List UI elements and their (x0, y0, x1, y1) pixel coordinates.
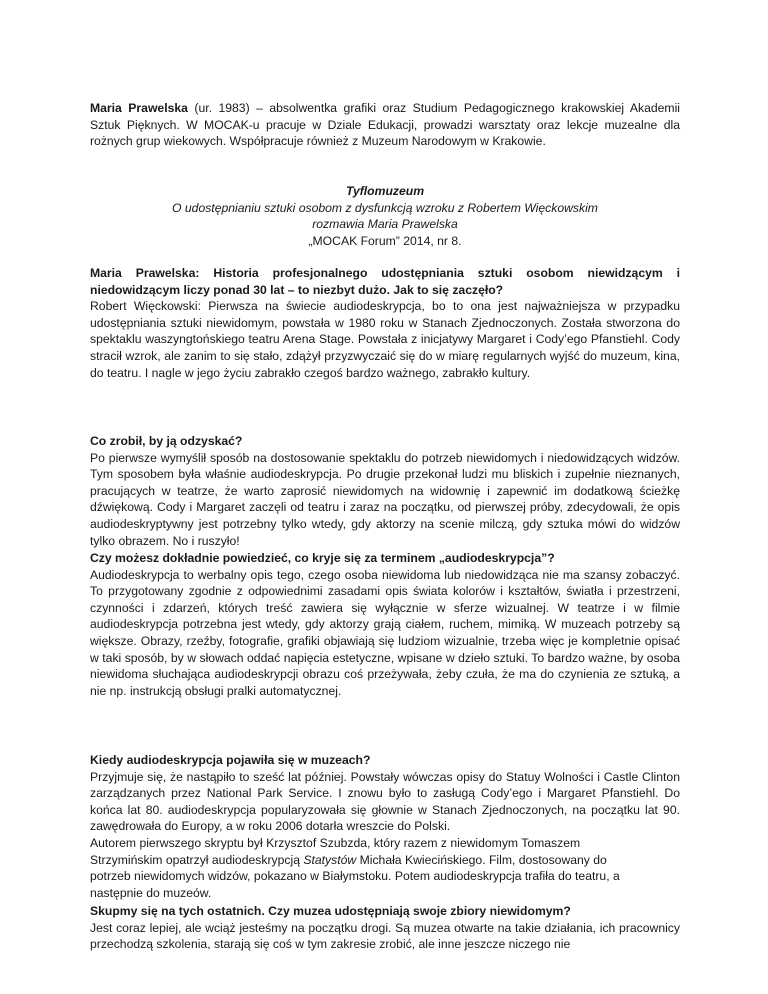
question: Co zrobił, by ją odzyskać? (90, 434, 243, 448)
bio-text: (ur. 1983) – absolwentka grafiki oraz Studium Pedagogicznego krakowskiej Akademii Sztuk Pięknych. W MOCAK-u pracuje w Dziale Edukacji, prowadzi warsztaty oraz lekcje muzealne dla rożnych grup wiekowych. Współpracuje również z Muzeum Narodowym w Krakowie. (90, 101, 681, 149)
answer: Przyjmuje się, że nastąpiło to sześć lat później. Powstały wówczas opisy do Statuy Wolności i Castle Clinton zarządzanych przez National Park Service. I znowu było to zasługą Cody’ego i Margaret Pfanstiehl. Do końca lat 80. audiodeskrypcja popularyzowała się głownie w Stanach Zjednoczonych, na początku lat 90. zawędrowała do Europy, a w roku 2006 dotarła wreszcie do Polski. (90, 769, 680, 834)
section-4 (90, 752, 680, 901)
answer: Robert Więckowski: Pierwsza na świecie audiodeskrypcja, bo to ona jest najważniejsza w przypadku udostępniania sztuki niewidomym, powstała w 1980 roku w Stanach Zjednoczonych. Została stworzona do spektaklu waszyngtońskiego teatru Arena Stage. Powstała z inicjatywy Margaret i Cody’ego Pfanstiehl. Cody stracił wzrok, ale zanim to się stało, zdążył przyzwyczaić się do w miarę regularnych wyjść do muzeum, kina, do teatru. I nagle w jego życiu zabrakło czegoś bardzo ważnego, zabrakło kultury. (90, 299, 680, 380)
answer: Po pierwsze wymyślił sposób na dostosowanie spektaklu do potrzeb niewidomych i niedowidzących widzów. Tym sposobem była właśnie audiodeskrypcja. Po drugie przekonał ludzi mu bliskich i zupełnie nieznanych, pracujących w teatrze, że warto zaprosić niewidomych na widownię i zapewnić im dodatkową ścieżkę dźwiękową. Cody i Margaret zaczęli od teatru i zaraz na początku, od pierwszej próby, zdecydowali, że opis audiodeskryptywny jest potrzebny tylko wtedy, gdy aktorzy na scenie milczą, gdy sztuka mówi do widzów tylko obrazem. No i ruszyło! (90, 450, 680, 548)
section-1 (90, 265, 680, 381)
article-interviewer: rozmawia Maria Prawelska (312, 217, 458, 232)
bio-name: Maria Prawelska (90, 101, 188, 115)
answer: Audiodeskrypcja to werbalny opis tego, czego osoba niewidoma lub niedowidząca nie ma szansy zobaczyć. To przygotowany zgodnie z odpowiednimi zasadami opis świata kolorów i kształtów, światła i przestrzeni, czynności i zdarzeń, których treść zawiera się wyłącznie w sferze wizualnej. W teatrze i w filmie audiodeskrypcja potrzebna jest wtedy, gdy aktorzy grają ciałem, ruchem, mimiką. W muzeach potrzeby są większe. Obrazy, rzeźby, fotografie, grafiki objawiają się ludziom wizualnie, trzeba więc je kompletnie opisać w taki sposób, by w słowach oddać napięcia estetyczne, wpisane w dzieło sztuki. To bardzo ważne, by osoba niewidoma słuchająca audiodeskrypcji obrazu coś przeżywała, żeby czuła, że ma do czynienia ze sztuką, a nie np. instrukcją obsługi pralki automatycznej. (90, 567, 680, 698)
section-5 (90, 903, 680, 953)
question: Kiedy audiodeskrypcja pojawiła się w muzeach? (90, 753, 371, 767)
answer-continued: Autorem pierwszego skryptu był Krzysztof Szubzda, który razem z niewidomym Tomaszem Strzymińskim opatrzył audiodeskrypcją Statystów Michała Kwiecińskiego. Film, dostosowany do potrzeb niewidomych widzów, pokazano w Białymstoku. Potem audiodeskrypcja trafiła do teatru, a następnie do muzeów. (90, 835, 620, 900)
section-2 (90, 433, 680, 549)
article-header (90, 183, 680, 249)
article-title: Tyflomuzeum (345, 184, 425, 198)
answer: Jest coraz lepiej, ale wciąż jesteśmy na początku drogi. Są muzea otwarte na takie działania, ich pracownicy przechodzą szkolenia, starają się coś w tym zakresie zrobić, ale inne jeszcze niczego nie (90, 920, 680, 952)
question: Skupmy się na tych ostatnich. Czy muzea udostępniają swoje zbiory niewidomym? (90, 904, 571, 918)
film-title: Statystów (303, 852, 357, 867)
question: Czy możesz dokładnie powiedzieć, co kryje się za terminem „audiodeskrypcja”? (90, 551, 555, 565)
section-3 (90, 550, 680, 699)
article-source: „MOCAK Forum” 2014, nr 8. (308, 233, 462, 248)
author-bio (90, 100, 680, 150)
article-subtitle: O udostępnianiu sztuki osobom z dysfunkcją wzroku z Robertem Więckowskim (172, 200, 598, 215)
question: Maria Prawelska: Historia profesjonalnego udostępniania sztuki osobom niewidzącym i niedowidzącym liczy ponad 30 lat – to niezbyt dużo. Jak to się zaczęło? (90, 266, 680, 297)
